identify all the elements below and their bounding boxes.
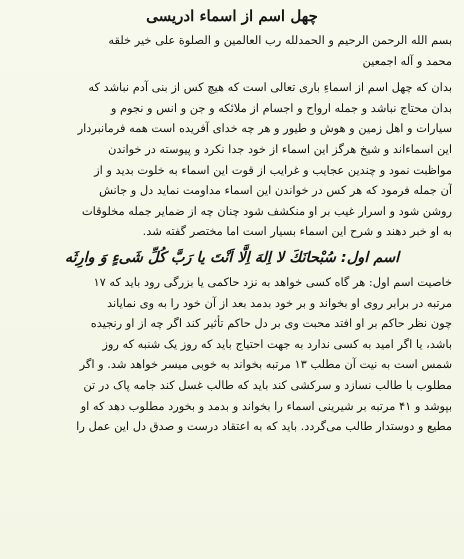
text-line: چون نظر حاکم بر او افتد محبت وی بر دل حاکم تأثیر کند اگر چه از او رنجیده bbox=[90, 316, 452, 331]
text-line: خاصیت اسم اول: هر گاه کسی خواهد به نزد حاکمی یا بزرگی رود باید که ۱۷ bbox=[93, 274, 452, 289]
main-paragraph bbox=[12, 77, 452, 242]
text-line: مطیع و دوستدار طالب می‌گردد. باید که به اعتقاد درست و صدق دل این عمل را bbox=[76, 419, 452, 434]
text-line: مواظبت نمود و چندین عجایب و غرایب از قوت این اسماء به خلوت بدید و از bbox=[94, 162, 452, 177]
section-heading: اسم اول: سُبْحانَكَ لا اِلهَ اِلَّا اَنْتَ يا رَبَّ كُلِّ شَیءٍ وَ وارِثَه bbox=[64, 249, 400, 266]
page-title: چهل اسم از اسماء ادریسی bbox=[146, 7, 318, 25]
text-line: این اسماءاند و شیخ هرگز این اسماء از خود جدا نکرد و پیوسته در خواندن bbox=[107, 141, 452, 156]
text-line: بسم الله الرحمن الرحیم و الحمدلله رب العالمین و الصلوة علی خیر خلقه bbox=[108, 33, 452, 47]
text-line: محمد و آله اجمعین bbox=[362, 53, 452, 68]
text-line: آن جمله فرمود که هر کس در خواندن این اسماء مداومت نماید دل و جانش bbox=[98, 183, 452, 198]
text-line: به او خبر دهند و شرح این اسماء بسیار است اما مختصر گفته شد. bbox=[142, 224, 452, 239]
text-line: بدان محتاج نباشد و جمله ارواح و اجسام از ملائکه و جن و انس و نجوم و bbox=[110, 100, 452, 115]
intro-paragraph bbox=[12, 30, 452, 71]
text-line: مطلوب با طالب نسازد و سرکشی کند باید که طالب غسل کند جامه پاک در تن bbox=[83, 377, 452, 392]
text-line: روشن شود و اسرار غیب بر او منکشف شود چنان چه از ضمایر جمله مخلوقات bbox=[81, 203, 452, 218]
text-line: مرتبه در برابر روی او بخواند و بر خود بدمد بعد از آن خود را به وی نمایاند bbox=[106, 295, 452, 310]
text-line: بپوشد و ۴۱ مرتبه بر شیرینی اسماء را بخواند و بدمد و بخورد مطلوب دهد که او bbox=[80, 398, 452, 413]
text-line: سیارات و اهل زمین و هوش و طیور و هر چه خدای آفریده است همه فرمانبردار bbox=[77, 121, 452, 136]
text-line: بدان که چهل اسم از اسماءِ باری تعالی است که هیچ کس از بنی آدم نباشد که bbox=[88, 80, 452, 95]
section-paragraph bbox=[12, 272, 452, 437]
text-line: باشد، یا اگر امید به کسی ندارد به جهت احتیاج باید که روز یک شنبه که روز bbox=[102, 336, 452, 351]
text-line: شمس است به نیت آن مطلب ۱۳ مرتبه بخواند به خوبی میسر خواهد شد. و اگر bbox=[79, 357, 452, 372]
